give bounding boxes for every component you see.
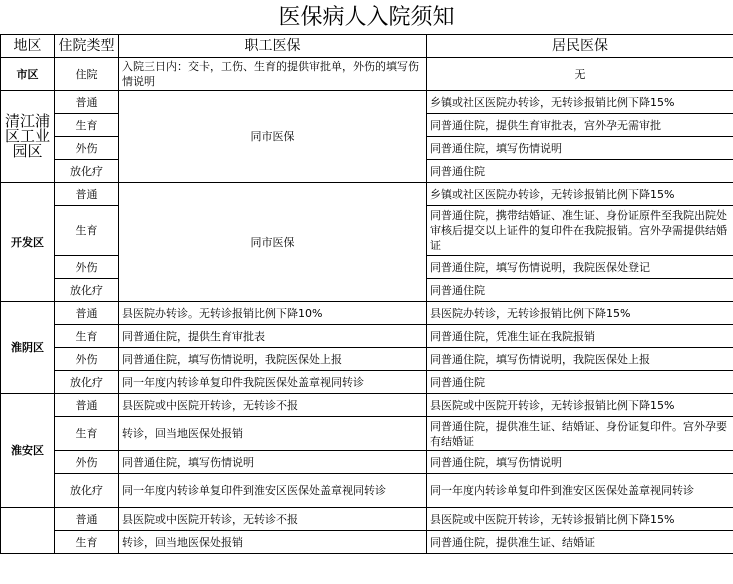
type-cell: 外伤: [55, 451, 119, 474]
resident-cell: 同普通住院，携带结婚证、准生证、身份证原件至我院出院处审核后提交以上证件的复印件在我院报销。宫外孕需提供结婚证: [427, 206, 733, 256]
resident-cell: 同普通住院: [427, 371, 733, 394]
employee-cell: 转诊，回当地医保处报销: [119, 417, 427, 451]
type-cell: 生育: [55, 531, 119, 554]
type-cell: 普通: [55, 302, 119, 325]
type-cell: 外伤: [55, 137, 119, 160]
resident-cell: 同普通住院，凭准生证在我院报销: [427, 325, 733, 348]
region-cell: 清江浦区工业园区: [1, 91, 55, 183]
region-cell: 淮阴区: [1, 302, 55, 394]
employee-cell: 同普通住院，填写伤情说明，我院医保处上报: [119, 348, 427, 371]
type-cell: 生育: [55, 417, 119, 451]
type-cell: 生育: [55, 325, 119, 348]
resident-cell: 同一年度内转诊单复印件到淮安区医保处盖章视同转诊: [427, 474, 733, 508]
table-row: [1, 302, 733, 325]
header-resident: 居民医保: [427, 35, 733, 58]
insurance-notice-table: [0, 34, 733, 554]
employee-cell: 同普通住院，提供生育审批表: [119, 325, 427, 348]
header-employee: 职工医保: [119, 35, 427, 58]
type-cell: 普通: [55, 91, 119, 114]
header-region: 地区: [1, 35, 55, 58]
page-title: 医保病人入院须知: [278, 5, 455, 30]
resident-cell: 乡镇或社区医院办转诊，无转诊报销比例下降15%: [427, 183, 733, 206]
resident-cell: 县医院或中医院开转诊，无转诊报销比例下降15%: [427, 394, 733, 417]
type-cell: 放化疗: [55, 371, 119, 394]
employee-cell: 同市医保: [119, 91, 427, 183]
type-cell: 住院: [55, 58, 119, 91]
table-row: [1, 474, 733, 508]
type-cell: 外伤: [55, 348, 119, 371]
type-cell: 生育: [55, 206, 119, 256]
region-cell: 开发区: [1, 183, 55, 302]
table-row: [1, 183, 733, 206]
type-cell: 放化疗: [55, 279, 119, 302]
resident-cell: 同普通住院，提供准生证、结婚证: [427, 531, 733, 554]
resident-cell: 无: [427, 58, 733, 91]
type-cell: 外伤: [55, 256, 119, 279]
employee-cell: 同普通住院，填写伤情说明: [119, 451, 427, 474]
employee-cell: 转诊，回当地医保处报销: [119, 531, 427, 554]
header-row: [1, 35, 733, 58]
region-cell: 淮安区: [1, 394, 55, 508]
employee-cell: 县医院办转诊。无转诊报销比例下降10%: [119, 302, 427, 325]
type-cell: 普通: [55, 394, 119, 417]
resident-cell: 同普通住院，填写伤情说明: [427, 137, 733, 160]
table-row: [1, 508, 733, 531]
employee-cell: 同一年度内转诊单复印件到淮安区医保处盖章视同转诊: [119, 474, 427, 508]
region-cell: 市区: [1, 58, 55, 91]
table-row: [1, 531, 733, 554]
table-row: [1, 451, 733, 474]
type-cell: 放化疗: [55, 474, 119, 508]
table-row: [1, 58, 733, 91]
type-cell: 生育: [55, 114, 119, 137]
resident-cell: 同普通住院，提供生育审批表，宫外孕无需审批: [427, 114, 733, 137]
header-type: 住院类型: [55, 35, 119, 58]
type-cell: 放化疗: [55, 160, 119, 183]
table-row: [1, 325, 733, 348]
employee-cell: 县医院或中医院开转诊，无转诊不报: [119, 508, 427, 531]
employee-cell: 同市医保: [119, 183, 427, 302]
table-row: [1, 371, 733, 394]
resident-cell: 同普通住院，提供准生证、结婚证、身份证复印件。宫外孕要有结婚证: [427, 417, 733, 451]
employee-cell: 入院三日内：交卡，工伤、生育的提供审批单，外伤的填写伤情说明: [119, 58, 427, 91]
resident-cell: 县医院办转诊，无转诊报销比例下降15%: [427, 302, 733, 325]
table-row: [1, 348, 733, 371]
resident-cell: 县医院或中医院开转诊，无转诊报销比例下降15%: [427, 508, 733, 531]
type-cell: 普通: [55, 508, 119, 531]
resident-cell: 同普通住院，填写伤情说明: [427, 451, 733, 474]
region-cell: [1, 508, 55, 554]
employee-cell: 县医院或中医院开转诊，无转诊不报: [119, 394, 427, 417]
table-row: [1, 394, 733, 417]
table-row: [1, 91, 733, 114]
employee-cell: 同一年度内转诊单复印件我院医保处盖章视同转诊: [119, 371, 427, 394]
resident-cell: 乡镇或社区医院办转诊，无转诊报销比例下降15%: [427, 91, 733, 114]
table-row: [1, 417, 733, 451]
resident-cell: 同普通住院: [427, 160, 733, 183]
resident-cell: 同普通住院，填写伤情说明，我院医保处上报: [427, 348, 733, 371]
resident-cell: 同普通住院，填写伤情说明，我院医保处登记: [427, 256, 733, 279]
type-cell: 普通: [55, 183, 119, 206]
resident-cell: 同普通住院: [427, 279, 733, 302]
